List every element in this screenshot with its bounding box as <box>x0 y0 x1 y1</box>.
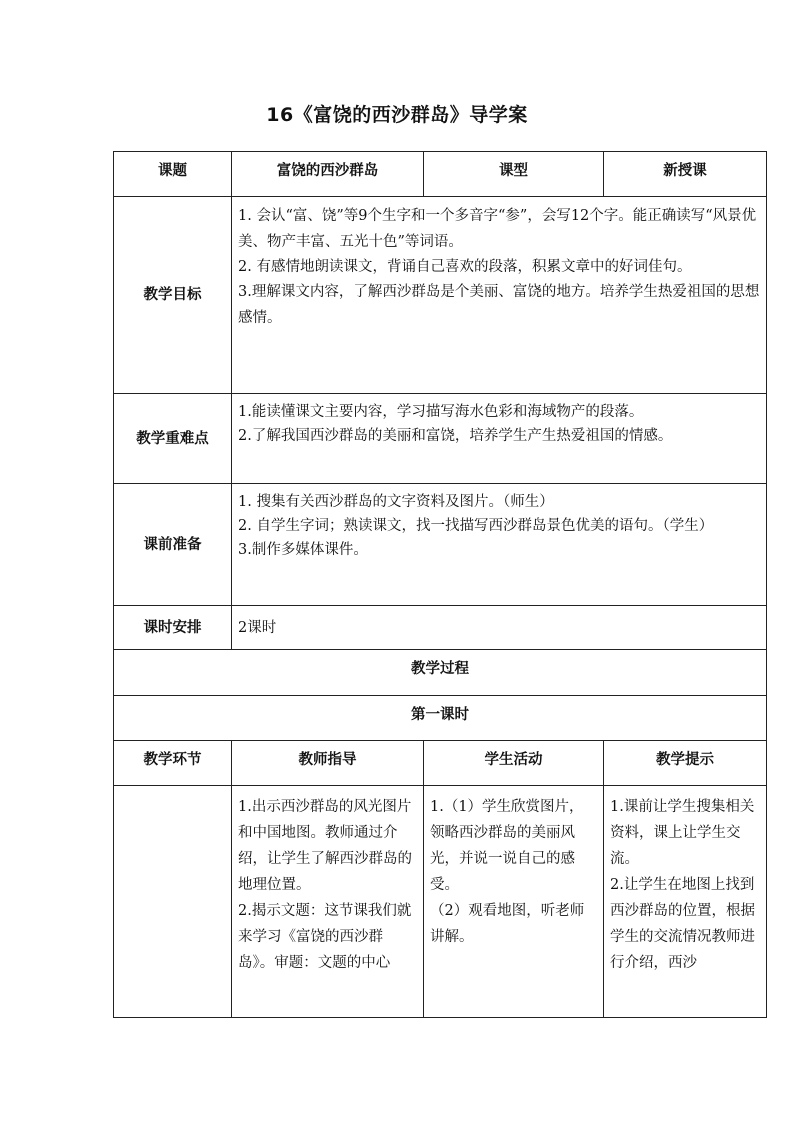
preparation-item: 2. 自学生字词；熟读课文，找一找描写西沙群岛景色优美的语句。（学生） <box>238 518 714 534</box>
stage-cell <box>114 786 232 1018</box>
column-tips: 教学提示 <box>604 741 767 786</box>
topic-label: 课题 <box>114 152 232 197</box>
document-title: 16《富饶的西沙群岛》导学案 <box>266 104 528 126</box>
type-label: 课型 <box>424 152 604 197</box>
student-item: （2）观看地图，听老师讲解。 <box>430 903 585 945</box>
student-item: 1.（1）学生欣赏图片，领略西沙群岛的美丽风光，并说一说自己的感受。 <box>430 799 584 893</box>
goal-item: 1. 会认“富、饶”等9个生字和一个多音字“参”，会写12个字。能正确读写“风景优美、物产丰富、五光十色”等词语。 <box>238 208 757 250</box>
teacher-cell <box>232 786 424 1018</box>
student-cell <box>424 786 604 1018</box>
goals-content <box>232 197 767 394</box>
goals-row <box>114 197 767 394</box>
key-points-row <box>114 394 767 484</box>
key-point-item: 1.能读懂课文主要内容，学习描写海水色彩和海域物产的段落。 <box>238 404 644 420</box>
teacher-item: 2.揭示文题：这节课我们就来学习《富饶的西沙群岛》。审题：文题的中心 <box>238 903 412 971</box>
lesson-plan-table <box>113 151 767 1018</box>
preparation-content <box>232 484 767 606</box>
process-heading-row <box>114 650 767 696</box>
type-value: 新授课 <box>604 152 767 197</box>
schedule-value: 2课时 <box>232 606 767 650</box>
lesson-content-row <box>114 786 767 1018</box>
column-teacher: 教师指导 <box>232 741 424 786</box>
preparation-row <box>114 484 767 606</box>
key-points-content <box>232 394 767 484</box>
process-heading: 教学过程 <box>114 650 767 696</box>
schedule-label: 课时安排 <box>114 606 232 650</box>
goals-label: 教学目标 <box>114 197 232 394</box>
schedule-row <box>114 606 767 650</box>
tips-item: 2.让学生在地图上找到西沙群岛的位置，根据学生的交流情况教师进行介绍，西沙 <box>610 877 755 971</box>
column-header-row <box>114 741 767 786</box>
preparation-label: 课前准备 <box>114 484 232 606</box>
preparation-item: 1. 搜集有关西沙群岛的文字资料及图片。（师生） <box>238 494 554 510</box>
key-points-label: 教学重难点 <box>114 394 232 484</box>
preparation-item: 3.制作多媒体课件。 <box>238 542 368 558</box>
column-student: 学生活动 <box>424 741 604 786</box>
tips-item: 1.课前让学生搜集相关资料，课上让学生交流。 <box>610 799 755 867</box>
topic-row <box>114 152 767 197</box>
goal-item: 2. 有感情地朗读课文，背诵自己喜欢的段落，积累文章中的好词佳句。 <box>238 259 692 275</box>
tips-cell <box>604 786 767 1018</box>
goal-item: 3.理解课文内容，了解西沙群岛是个美丽、富饶的地方。培养学生热爱祖国的思想感情。 <box>238 284 760 326</box>
column-stage: 教学环节 <box>114 741 232 786</box>
teacher-item: 1.出示西沙群岛的风光图片和中国地图。教师通过介绍，让学生了解西沙群岛的地理位置。 <box>238 799 412 893</box>
topic-value: 富饶的西沙群岛 <box>232 152 424 197</box>
key-point-item: 2.了解我国西沙群岛的美丽和富饶，培养学生产生热爱祖国的情感。 <box>238 428 673 444</box>
first-lesson-heading: 第一课时 <box>114 696 767 741</box>
first-lesson-row <box>114 696 767 741</box>
